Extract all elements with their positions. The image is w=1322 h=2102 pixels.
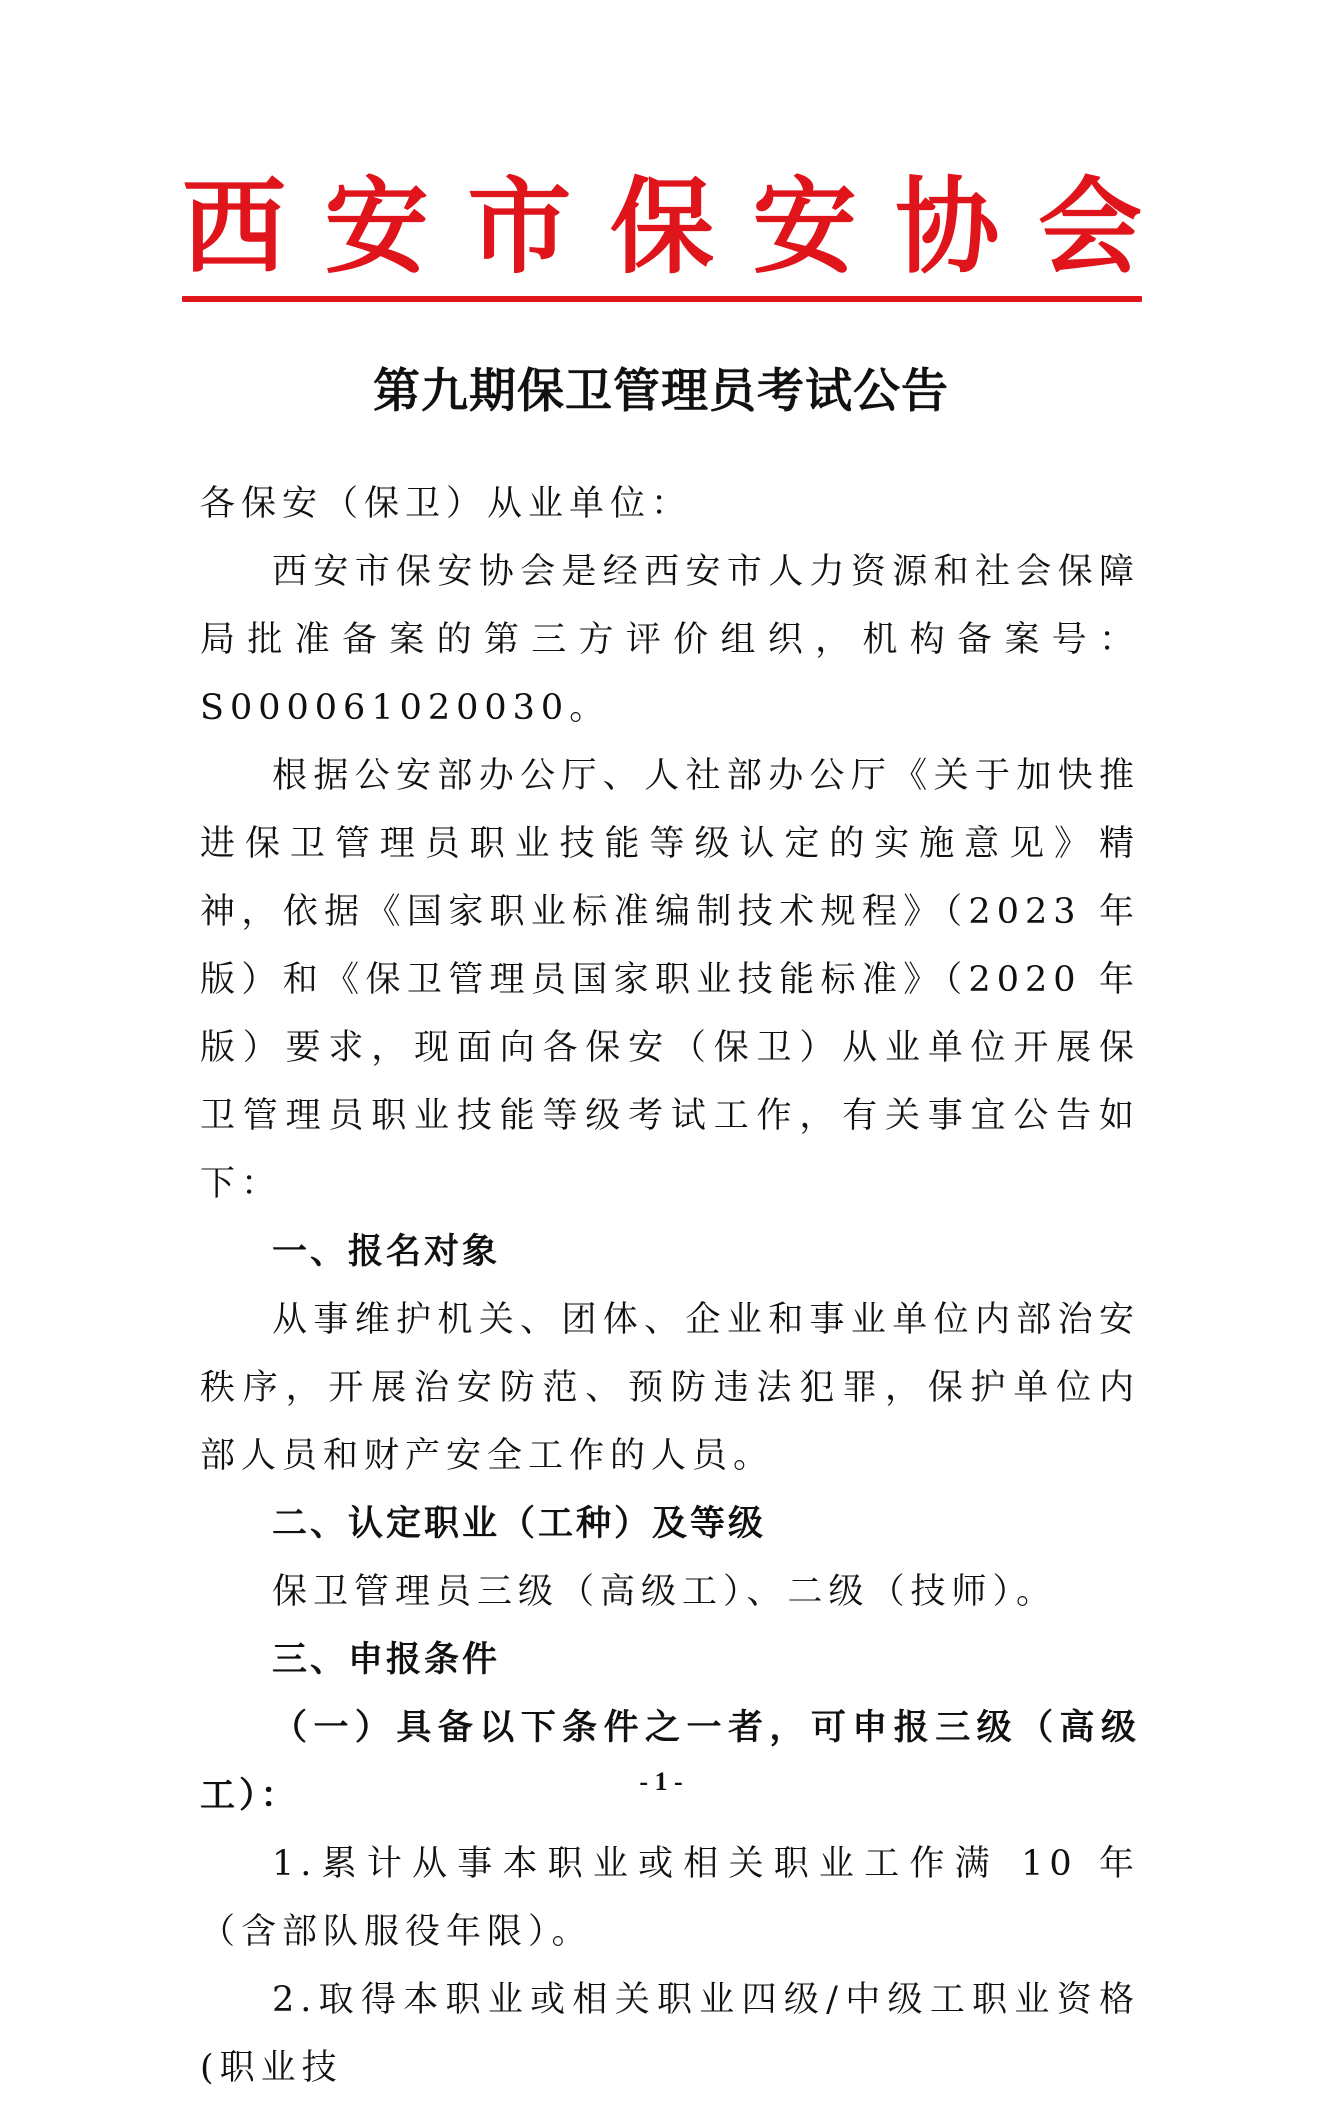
- letterhead-char: 市: [467, 165, 572, 288]
- section-body-applicants: 从事维护机关、团体、企业和事业单位内部治安秩序，开展治安防范、预防违法犯罪，保护单位内部人员和财产安全工作的人员。: [200, 1300, 1140, 1476]
- section-heading-applicants: 一、报名对象: [272, 1232, 501, 1272]
- intro-paragraph: 西安市保安协会是经西安市人力资源和社会保障局批准备案的第三方评价组织，机构备案号：S000061020030。: [200, 552, 1140, 728]
- letterhead-divider: [182, 296, 1142, 302]
- letterhead-char: 协: [895, 165, 1000, 288]
- condition-item: 2.取得本职业或相关职业四级/中级工职业资格(职业技: [200, 1980, 1140, 2088]
- section-heading-conditions: 三、申报条件: [272, 1640, 501, 1680]
- document-title: 第九期保卫管理员考试公告: [373, 364, 949, 419]
- letterhead-char: 保: [609, 165, 714, 288]
- subsection-heading-level3: （一）具备以下条件之一者，可申报三级（高级工）：: [200, 1707, 1140, 1816]
- letterhead-title: [182, 165, 1142, 288]
- document-body: [200, 470, 1140, 2102]
- basis-paragraph: 根据公安部办公厅、人社部办公厅《关于加快推进保卫管理员职业技能等级认定的实施意见》精神，依据《国家职业标准编制技术规程》（2023 年版）和《保卫管理员国家职业技能标准》（2020 年版）要求，现面向各保安（保卫）从业单位开展保卫管理员职业技能等级考试工作，有关事宜公告如下：: [200, 756, 1140, 1204]
- letterhead-char: 会: [1037, 165, 1142, 288]
- salutation: 各保安（保卫）从业单位：: [200, 484, 693, 524]
- letterhead-char: 安: [752, 165, 857, 288]
- condition-item: 1.累计从事本职业或相关职业工作满 10 年（含部队服役年限）。: [200, 1844, 1140, 1952]
- letterhead-char: 西: [182, 165, 287, 288]
- letterhead-char: 安: [324, 165, 429, 288]
- page-number: - 1 -: [639, 1767, 683, 1796]
- section-heading-occupation: 二、认定职业（工种）及等级: [272, 1504, 767, 1544]
- section-body-occupation: 保卫管理员三级（高级工）、二级（技师）。: [272, 1572, 1058, 1612]
